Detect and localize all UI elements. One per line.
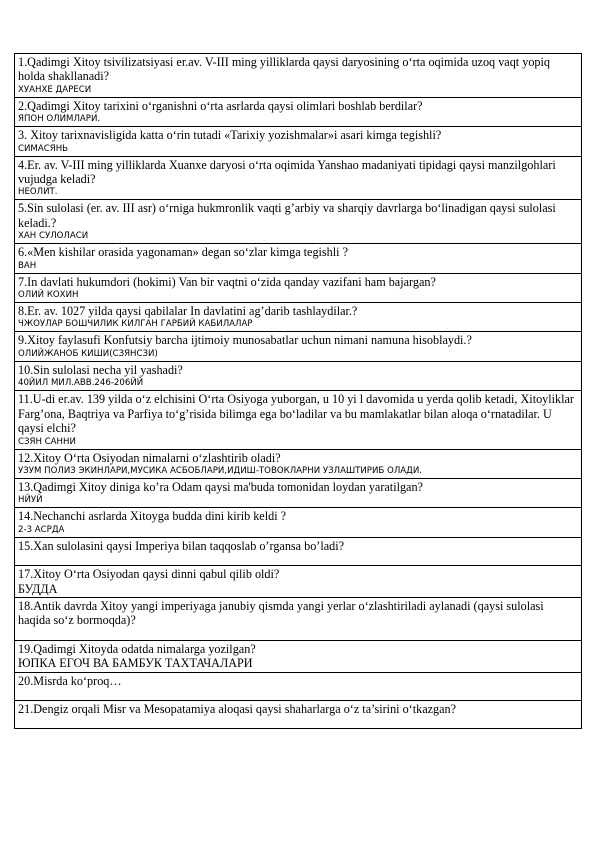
question-text: 7.In davlati hukumdori (hokimi) Van bir vaqtni o‘zida qanday vazifani ham bajargan? [18, 274, 436, 289]
question-cell [15, 672, 582, 700]
question-cell [15, 597, 582, 640]
answer-text: НЕОЛИТ. [18, 187, 58, 198]
question-row [15, 361, 582, 390]
question-row [15, 700, 582, 728]
answer-text: 40ЙИЛ МИЛ.АВВ.246-206ЙЙ [18, 378, 144, 389]
question-text: 12.Xitoy O‘rta Osiyodan nimalarni o‘zlashtirib oladi? [18, 450, 281, 465]
question-row [15, 597, 582, 640]
answer-text: НЙУЙ [18, 495, 43, 506]
question-cell [15, 508, 582, 537]
question-table [14, 53, 582, 729]
question-cell [15, 127, 582, 156]
question-cell [15, 640, 582, 672]
answer-text [18, 689, 578, 699]
question-text: 19.Qadimgi Xitoyda odatda nimalarga yozilgan? [18, 641, 256, 656]
question-row [15, 449, 582, 478]
question-cell [15, 566, 582, 598]
question-cell [15, 478, 582, 507]
question-row [15, 127, 582, 156]
question-row [15, 478, 582, 507]
question-cell [15, 700, 582, 728]
question-row [15, 244, 582, 273]
question-text: 15.Xan sulolasini qaysi Imperiya bilan taqqoslab o’rgansa bo’ladi? [18, 538, 345, 553]
question-text: 10.Sin sulolasi necha yil yashadi? [18, 362, 183, 377]
question-row [15, 303, 582, 332]
question-text: 17.Xitoy O‘rta Osiyodan qaysi dinni qabul qilib oldi? [18, 567, 280, 582]
question-cell [15, 303, 582, 332]
answer-text: СИМАСЯНЬ [18, 143, 69, 154]
question-row [15, 672, 582, 700]
question-text: 2.Qadimgi Xitoy tarixini o‘rganishni o‘rta asrlarda qaysi olimlari boshlab berdilar? [18, 98, 423, 113]
question-text: 9.Xitoy faylasufi Konfutsiy barcha ijtimoiy munosabatlar uchun nimani namuna hisoblaydi.? [18, 333, 472, 348]
question-table-body [15, 54, 582, 729]
answer-text: ХУАНХЕ ДАРЕСИ [18, 84, 92, 95]
answer-text: ЮПКА ЕГОЧ ВА БАМБУК ТАХТАЧАЛАРИ [18, 656, 253, 671]
question-cell [15, 273, 582, 302]
question-row [15, 640, 582, 672]
quiz-sheet [14, 53, 582, 729]
question-text: 4.Er. av. V-III ming yilliklarda Xuanxe daryosi o‘rta oqimida Yanshao madaniyati tipidagi qaysi manzilgohlari vujudga keladi? [18, 157, 556, 187]
question-row [15, 200, 582, 244]
question-row [15, 156, 582, 200]
question-text: 11.U-di er.av. 139 yilda o‘z elchisini O‘rta Osiyoga yuborgan, u 10 yi l davomida u yerda qolib ketadi, Xitoyliklar Farg’ona, Baqtriya va Parfiya to‘g’risida bilimga ega bo‘ladilar va bu mamlakatlar bilan aloqa o‘rnatadilar. U qaysi elchi? [18, 392, 574, 436]
answer-text: УЗУМ ПОЛИЗ ЭКИНЛАРИ,МУСИКА АСБОБЛАРИ,ИДИШ-ТОВОКЛАРНИ УЗЛАШТИРИБ ОЛАДИ. [18, 465, 423, 476]
question-text: 6.«Men kishilar orasida yagonaman» degan so‘zlar kimga tegishli ? [18, 245, 348, 260]
answer-text: ВАН [18, 260, 37, 271]
answer-text: ОЛИЙ КОХИН [18, 290, 79, 301]
question-row [15, 537, 582, 565]
question-text: 20.Misrda ko‘proq… [18, 673, 122, 688]
question-cell [15, 361, 582, 390]
answer-text: ЯПОН ОЛИМЛАРИ. [18, 114, 101, 125]
question-row [15, 273, 582, 302]
question-cell [15, 537, 582, 565]
question-text: 13.Qadimgi Xitoy diniga ko’ra Odam qaysi ma'buda tomonidan loydan yaratilgan? [18, 479, 423, 494]
question-cell [15, 244, 582, 273]
answer-text [18, 629, 578, 639]
question-cell [15, 391, 582, 449]
answer-text: ЧЖОУЛАР БОШЧИЛИК КИЛГАН ГАРБИЙ КАБИЛАЛАР [18, 319, 253, 330]
question-row [15, 508, 582, 537]
question-text: 5.Sin sulolasi (er. av. III asr) o‘rniga hukmronlik vaqti g’arbiy va sharqiy davrlarga bo‘linadigan qaysi sulolasi keladi.? [18, 201, 556, 230]
question-cell [15, 332, 582, 361]
answer-text: СЗЯН САННИ [18, 436, 76, 447]
question-cell [15, 449, 582, 478]
question-text: 14.Nechanchi asrlarda Xitoyga budda dini kirib keldi ? [18, 509, 287, 524]
answer-text [18, 717, 578, 727]
question-row [15, 54, 582, 98]
question-text: 18.Antik davrda Xitoy yangi imperiyaga janubiy qismda yangi yerlar o‘zlashtiriladi aylanadi (qaysi sulolasi haqida so‘z bormoqda)? [18, 598, 544, 628]
question-cell [15, 54, 582, 98]
answer-text: 2-3 АСРДА [18, 524, 65, 535]
question-row [15, 566, 582, 598]
answer-text: ОЛИЙЖАНОБ КИШИ(СЗЯНСЗИ) [18, 348, 158, 359]
answer-text: БУДДА [18, 581, 58, 596]
question-text: 21.Dengiz orqali Misr va Mesopatamiya aloqasi qaysi shaharlarga o‘z ta’sirini o‘tkazgan? [18, 701, 457, 716]
question-row [15, 332, 582, 361]
question-cell [15, 97, 582, 126]
question-cell [15, 200, 582, 244]
question-row [15, 391, 582, 449]
question-row [15, 97, 582, 126]
answer-text: ХАН СУЛОЛАСИ [18, 231, 89, 242]
question-text: 1.Qadimgi Xitoy tsivilizatsiyasi er.av. V-III ming yilliklarda qaysi daryosining o‘rta oqimida uzoq vaqt yopiq holda shakllanadi? [18, 55, 550, 84]
question-text: 3. Xitoy tarixnavisligida katta o‘rin tutadi «Tarixiy yozishmalar»i asari kimga tegishli? [18, 128, 442, 143]
question-cell [15, 156, 582, 200]
answer-text [18, 554, 578, 564]
question-text: 8.Er. av. 1027 yilda qaysi qabilalar In davlatini ag’darib tashlaydilar.? [18, 304, 358, 319]
